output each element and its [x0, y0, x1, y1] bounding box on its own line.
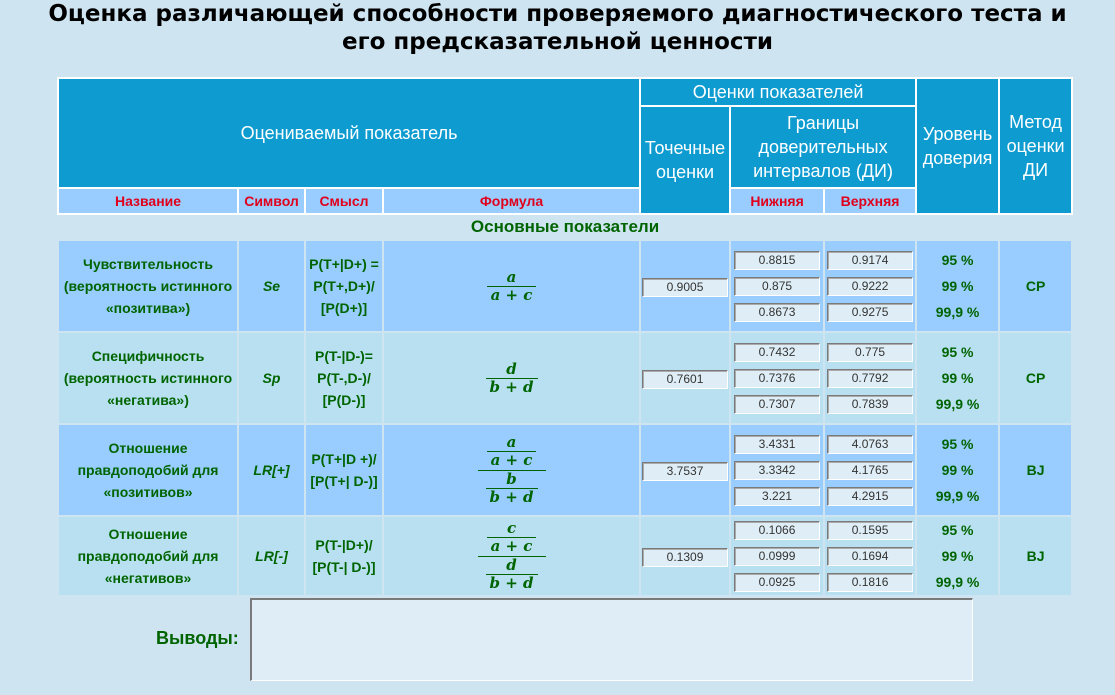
- ci-lower-field[interactable]: 0.7376: [734, 369, 820, 388]
- header-meaning: Смысл: [305, 188, 383, 214]
- point-estimate-cell: [640, 240, 730, 332]
- ci-upper-field[interactable]: 0.7839: [827, 395, 913, 414]
- indicator-name: Отношение правдоподобий для «негативов»: [58, 516, 238, 596]
- confidence-level: 95 %: [941, 436, 974, 452]
- formula-denominator: a + c: [490, 451, 533, 469]
- page-title: [0, 0, 1115, 56]
- header-formula: Формула: [383, 188, 640, 214]
- ci-lower-field[interactable]: 0.7307: [734, 395, 820, 414]
- confidence-level-cell: [916, 240, 999, 332]
- ci-lower-field[interactable]: 3.3342: [734, 461, 820, 480]
- ci-lower-field[interactable]: 0.8815: [734, 251, 820, 270]
- point-estimate-field[interactable]: 3.7537: [642, 462, 728, 481]
- indicator-name: Специфичность (вероятность истинного «негатива»): [58, 332, 238, 424]
- formula-numerator: a: [487, 269, 537, 287]
- point-estimate-cell: [640, 516, 730, 596]
- formula-denominator: a + c: [490, 285, 533, 304]
- table-row: [58, 424, 1072, 516]
- formula-fraction: [487, 520, 537, 555]
- ci-upper-field[interactable]: 0.9222: [827, 277, 913, 296]
- confidence-level: 99 %: [941, 548, 974, 564]
- ci-lower-field[interactable]: 0.0999: [734, 547, 820, 566]
- header-name: Название: [58, 188, 238, 214]
- header-method: Метод оценки ДИ: [999, 78, 1072, 214]
- ci-lower-field[interactable]: 0.7432: [734, 343, 820, 362]
- formula-denominator: a + c: [490, 537, 533, 555]
- ci-lower-field[interactable]: 0.875: [734, 277, 820, 296]
- point-estimate-cell: [640, 332, 730, 424]
- conclusions-textarea[interactable]: [250, 598, 973, 681]
- title-line-1: Оценка различающей способности проверяемого диагностического теста и: [48, 1, 1067, 27]
- indicator-symbol: [238, 516, 305, 596]
- indicator-meaning: P(T+|D +)/ [P(T+| D-)]: [305, 424, 383, 516]
- formula-denominator: b + d: [489, 488, 534, 506]
- point-estimate-field[interactable]: 0.9005: [642, 278, 728, 297]
- indicator-formula: [383, 240, 640, 332]
- section-title: Основные показатели: [58, 214, 1072, 240]
- formula-numerator: a: [487, 434, 537, 452]
- table-row: [58, 516, 1072, 596]
- ci-lower-field[interactable]: 0.0925: [734, 573, 820, 592]
- ci-upper-field[interactable]: 0.1694: [827, 547, 913, 566]
- confidence-level: 95 %: [941, 252, 974, 268]
- confidence-level: 95 %: [941, 344, 974, 360]
- ci-lower-field[interactable]: 0.8673: [734, 303, 820, 322]
- formula-denominator: b + d: [489, 377, 534, 396]
- formula-fraction: [487, 269, 537, 304]
- ci-lower-cell: [730, 240, 824, 332]
- table-row: [58, 332, 1072, 424]
- header-indicator: Оцениваемый показатель: [58, 78, 640, 188]
- ci-lower-cell: [730, 332, 824, 424]
- ci-method: BJ: [999, 424, 1072, 516]
- ci-lower-cell: [730, 516, 824, 596]
- point-estimate-cell: [640, 424, 730, 516]
- ci-method: CP: [999, 332, 1072, 424]
- header-symbol: Символ: [238, 188, 305, 214]
- ci-lower-field[interactable]: 0.1066: [734, 521, 820, 540]
- ci-upper-field[interactable]: 0.9174: [827, 251, 913, 270]
- header-ci: Границы доверительных интервалов (ДИ): [730, 106, 916, 188]
- ci-upper-field[interactable]: 4.1765: [827, 461, 913, 480]
- symbol-text: LR[-]: [255, 548, 288, 564]
- indicators-table: [57, 77, 1073, 597]
- indicator-meaning: P(T-|D-)= P(T-,D-)/ [P(D-)]: [305, 332, 383, 424]
- ci-lower-field[interactable]: 3.221: [734, 487, 820, 506]
- indicator-symbol: [238, 424, 305, 516]
- confidence-level: 99 %: [941, 462, 974, 478]
- point-estimate-field[interactable]: 0.7601: [642, 370, 728, 389]
- confidence-level-cell: [916, 424, 999, 516]
- confidence-level-cell: [916, 332, 999, 424]
- ci-upper-field[interactable]: 0.7792: [827, 369, 913, 388]
- ci-upper-cell: [824, 424, 916, 516]
- formula-denominator: b + d: [489, 574, 534, 592]
- header-lower: Нижняя: [730, 188, 824, 214]
- title-line-2: его предсказательной ценности: [341, 29, 774, 55]
- ci-upper-field[interactable]: 0.775: [827, 343, 913, 362]
- confidence-level: 99,9 %: [935, 396, 980, 412]
- formula-fraction: [486, 361, 538, 396]
- confidence-level: 99,9 %: [935, 574, 980, 590]
- ci-upper-field[interactable]: 4.0763: [827, 435, 913, 454]
- formula-numerator: d: [486, 557, 538, 575]
- indicator-formula: [383, 332, 640, 424]
- indicator-meaning: P(T-|D+)/ [P(T-| D-)]: [305, 516, 383, 596]
- confidence-level: 99,9 %: [935, 304, 980, 320]
- indicator-symbol: Se: [238, 240, 305, 332]
- conclusions-label: Выводы:: [156, 628, 239, 648]
- indicator-name: Чувствительность (вероятность истинного «позитива»): [58, 240, 238, 332]
- ci-lower-cell: [730, 424, 824, 516]
- confidence-level: 95 %: [941, 522, 974, 538]
- header-point: Точечные оценки: [640, 106, 730, 214]
- header-estimates: Оценки показателей: [640, 78, 916, 106]
- ci-lower-field[interactable]: 3.4331: [734, 435, 820, 454]
- table-row: [58, 240, 1072, 332]
- ci-upper-field[interactable]: 4.2915: [827, 487, 913, 506]
- ci-upper-cell: [824, 516, 916, 596]
- formula-fraction: [487, 434, 537, 469]
- indicator-name: Отношение правдоподобий для «позитивов»: [58, 424, 238, 516]
- ci-upper-field[interactable]: 0.1595: [827, 521, 913, 540]
- formula-compound-fraction: [478, 520, 546, 592]
- indicator-meaning: P(T+|D+) = P(T+,D+)/ [P(D+)]: [305, 240, 383, 332]
- confidence-level: 99,9 %: [935, 488, 980, 504]
- header-upper: Верхняя: [824, 188, 916, 214]
- formula-fraction: [486, 471, 538, 506]
- header-level: Уровень доверия: [916, 78, 999, 214]
- ci-method: BJ: [999, 516, 1072, 596]
- confidence-level-cell: [916, 516, 999, 596]
- ci-upper-cell: [824, 332, 916, 424]
- ci-upper-field[interactable]: 0.9275: [827, 303, 913, 322]
- symbol-text: LR[+]: [253, 462, 290, 478]
- indicator-formula: [383, 516, 640, 596]
- formula-compound-fraction: [478, 434, 546, 506]
- formula-numerator: d: [486, 361, 538, 379]
- formula-numerator: c: [487, 520, 537, 538]
- formula-numerator: b: [486, 471, 538, 489]
- ci-upper-cell: [824, 240, 916, 332]
- indicator-formula: [383, 424, 640, 516]
- point-estimate-field[interactable]: 0.1309: [642, 548, 728, 567]
- indicator-symbol: Sp: [238, 332, 305, 424]
- confidence-level: 99 %: [941, 370, 974, 386]
- formula-fraction: [486, 557, 538, 592]
- ci-upper-field[interactable]: 0.1816: [827, 573, 913, 592]
- ci-method: CP: [999, 240, 1072, 332]
- confidence-level: 99 %: [941, 278, 974, 294]
